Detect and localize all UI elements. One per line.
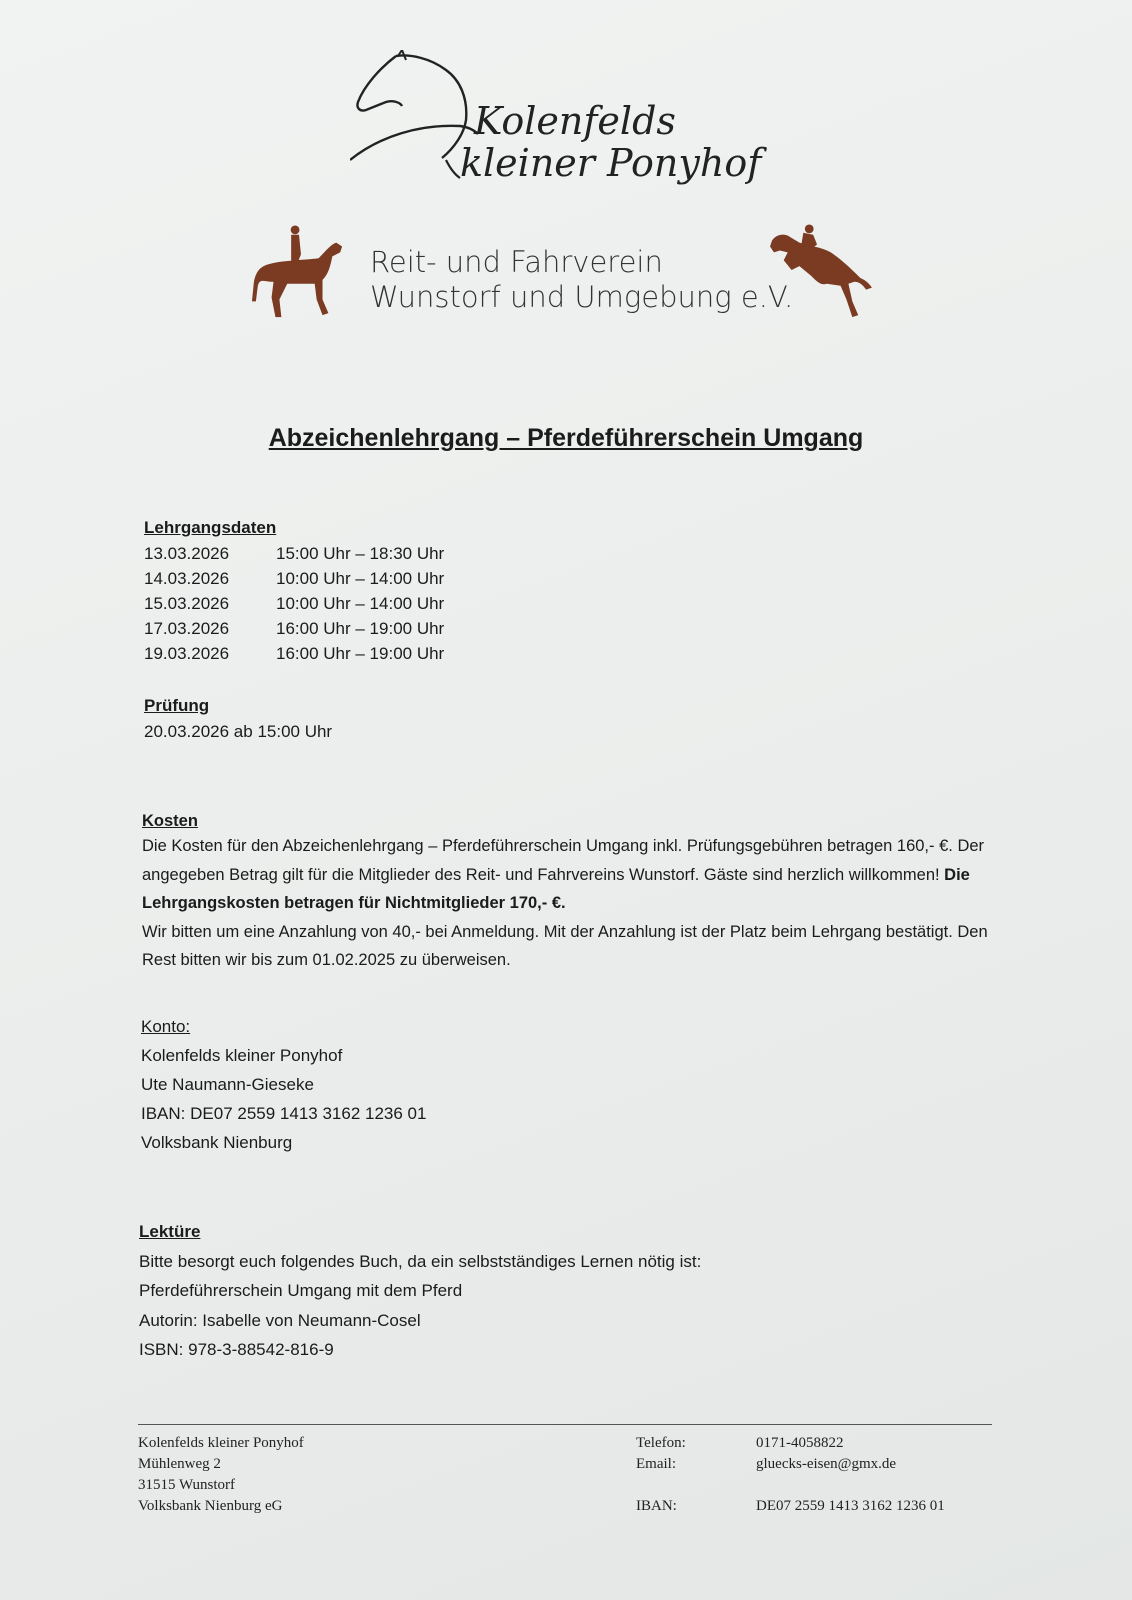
date-row — [144, 616, 444, 641]
iban-value: DE07 2559 1413 3162 1236 01 — [756, 1498, 945, 1514]
date-cell: 13.03.2026 — [144, 544, 230, 563]
time-cell: 15:00 Uhr – 18:30 Uhr — [276, 544, 445, 563]
date-cell: 17.03.2026 — [144, 619, 230, 638]
exam-heading: Prüfung — [144, 696, 210, 715]
costs-heading: Kosten — [142, 812, 198, 830]
email-value: gluecks-eisen@gmx.de — [756, 1456, 897, 1472]
dressage-rider-icon — [250, 223, 348, 321]
account-line: Volksbank Nienburg — [141, 1133, 293, 1152]
date-row — [144, 541, 444, 566]
costs-nonmember-note: Die Lehrgangskosten betragen für Nichtmitglieder 170,- €. — [142, 865, 970, 912]
phone-label: Telefon: — [636, 1435, 686, 1451]
brand-name-line2: kleiner Ponyhof — [460, 141, 762, 185]
ponyhof-logo — [350, 50, 780, 200]
page-title: Abzeichenlehrgang – Pferdeführerschein Umgang — [268, 424, 864, 452]
iban-label: IBAN: — [636, 1498, 677, 1514]
account-heading: Konto: — [141, 1017, 191, 1036]
costs-section — [142, 810, 1002, 975]
brand-name-line1: Kolenfelds — [474, 99, 676, 143]
time-cell: 16:00 Uhr – 19:00 Uhr — [276, 619, 445, 638]
reading-line: Pferdeführerschein Umgang mit dem Pferd — [139, 1281, 463, 1300]
account-line: IBAN: DE07 2559 1413 3162 1236 01 — [141, 1104, 427, 1123]
email-label: Email: — [636, 1456, 676, 1472]
costs-text-main: Die Kosten für den Abzeichenlehrgang – Pferdeführerschein Umgang inkl. Prüfungsgebühren betragen 160,- €. Der angegeben Betrag gilt für die Mitglieder des Reit- und Fahrvereins Wunstorf. Gäste sind herzlich willkommen! — [142, 837, 985, 884]
exam-section — [144, 696, 332, 744]
date-cell: 14.03.2026 — [144, 569, 230, 588]
phone-value: 0171-4058822 — [756, 1435, 844, 1451]
club-name-line2: Wunstorf und Umgebung e.V. — [370, 280, 794, 314]
date-row — [144, 641, 444, 666]
deposit-text: Wir bitten um eine Anzahlung von 40,- bei Anmeldung. Mit der Anzahlung ist der Platz beim Lehrgang bestätigt. Den Rest bitten wir bis zum 01.02.2025 zu überweisen. — [142, 922, 988, 969]
footer-address-line: Mühlenweg 2 — [138, 1456, 221, 1472]
footer-labels — [636, 1433, 686, 1517]
account-line: Kolenfelds kleiner Ponyhof — [141, 1046, 343, 1065]
date-row — [144, 566, 444, 591]
date-cell: 19.03.2026 — [144, 644, 230, 663]
exam-date: 20.03.2026 ab 15:00 Uhr — [144, 722, 333, 741]
reading-line: Bitte besorgt euch folgendes Buch, da ein selbstständiges Lernen nötig ist: — [139, 1251, 702, 1271]
account-section — [141, 1012, 426, 1157]
course-dates-section — [144, 518, 444, 666]
footer-divider — [138, 1424, 992, 1425]
jumping-rider-icon — [766, 223, 874, 321]
costs-text — [142, 832, 1002, 918]
footer-values — [756, 1433, 945, 1517]
date-cell: 15.03.2026 — [144, 594, 230, 613]
footer-address — [138, 1433, 304, 1517]
time-cell: 10:00 Uhr – 14:00 Uhr — [276, 569, 445, 588]
account-line: Ute Naumann-Gieseke — [141, 1075, 314, 1094]
club-name-line1: Reit- und Fahrverein — [370, 245, 663, 279]
reading-line: Autorin: Isabelle von Neumann-Cosel — [139, 1310, 421, 1330]
footer-address-line: 31515 Wunstorf — [138, 1477, 236, 1493]
time-cell: 10:00 Uhr – 14:00 Uhr — [276, 594, 445, 613]
footer-address-line: Volksbank Nienburg eG — [138, 1498, 283, 1514]
date-row — [144, 591, 444, 616]
reading-heading: Lektüre — [139, 1222, 201, 1241]
reading-section — [139, 1217, 701, 1365]
time-cell: 16:00 Uhr – 19:00 Uhr — [276, 644, 445, 663]
club-logo — [240, 215, 900, 325]
reading-line: ISBN: 978-3-88542-816-9 — [139, 1340, 334, 1359]
footer-address-line: Kolenfelds kleiner Ponyhof — [138, 1435, 304, 1451]
course-dates-heading: Lehrgangsdaten — [144, 518, 277, 537]
